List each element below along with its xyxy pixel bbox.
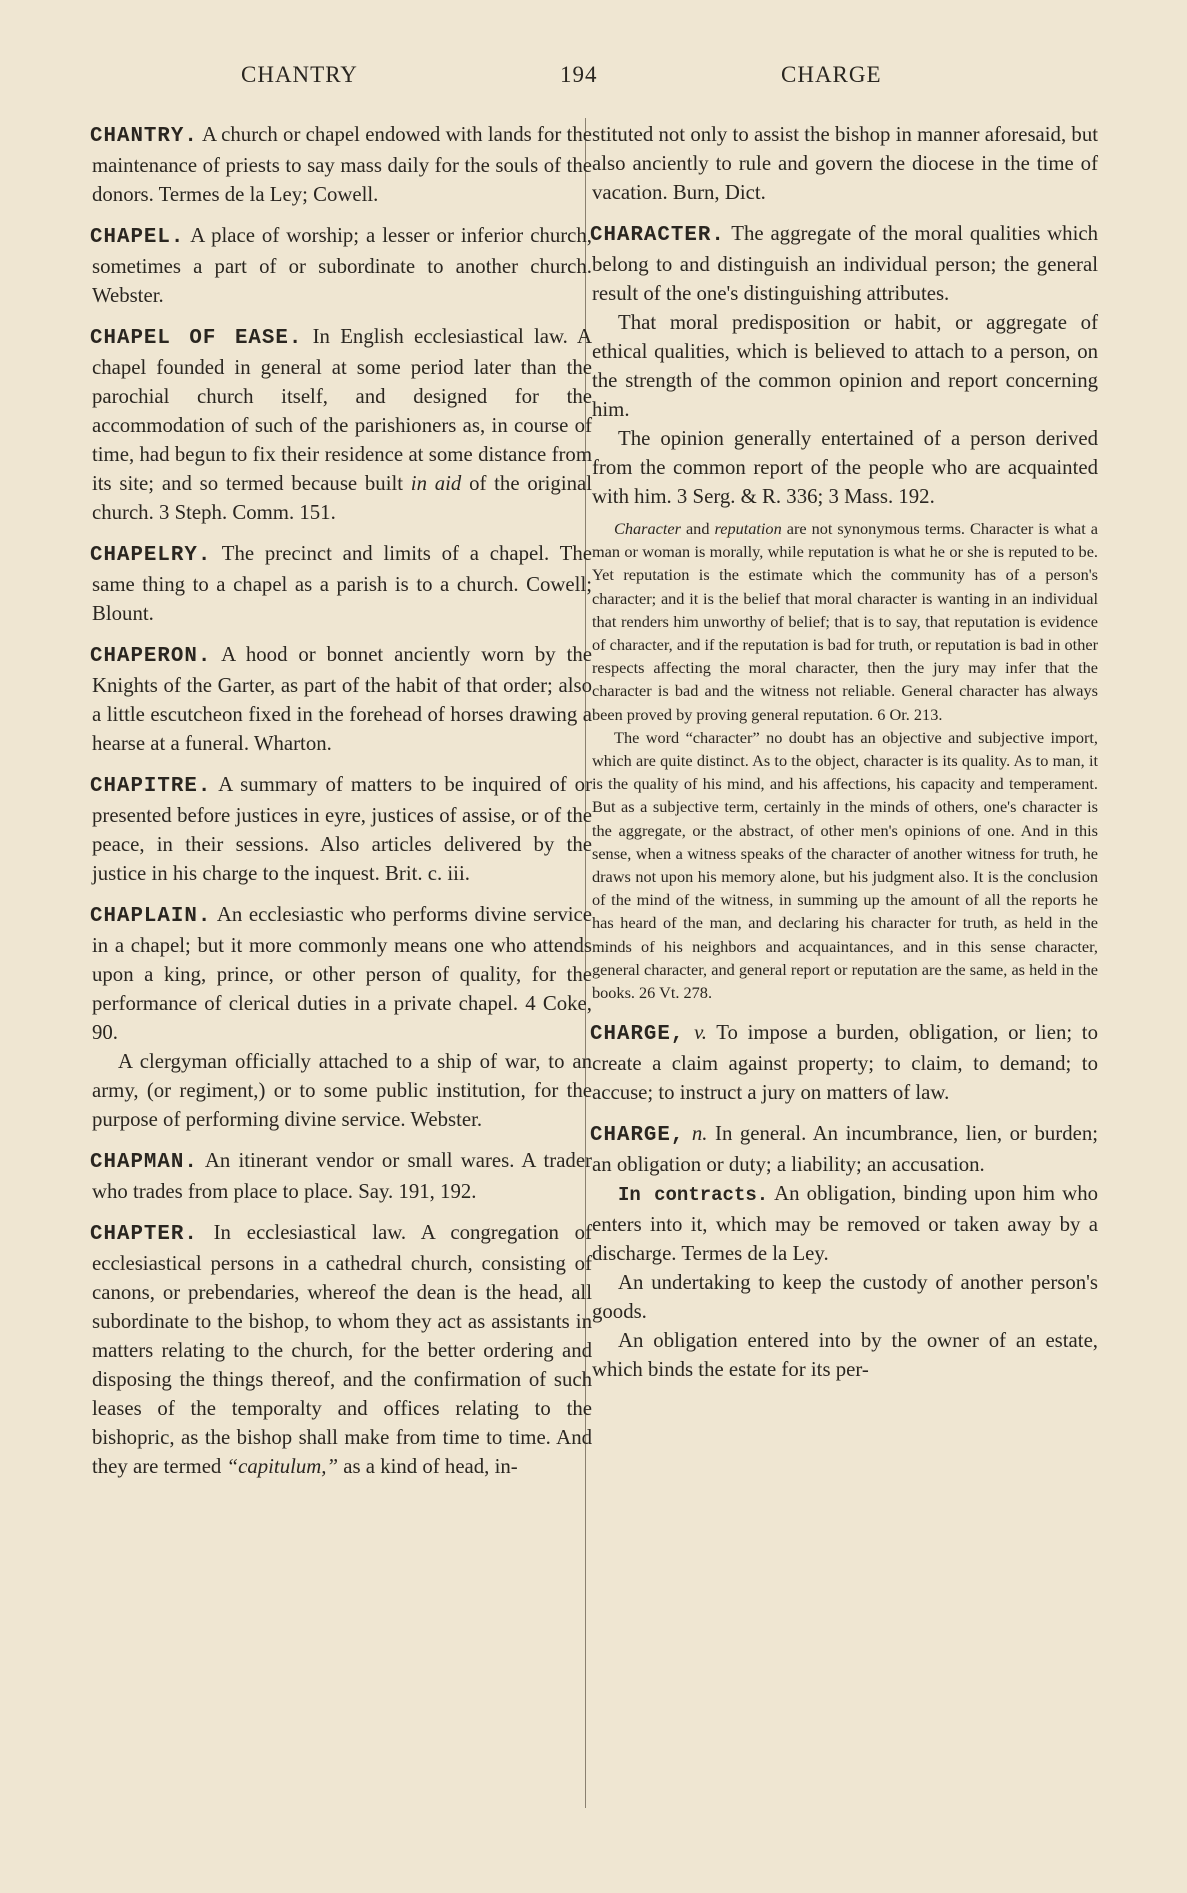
note-text: are not synonymous terms. Character is what a man or woman is morally, while reputation is what he or she is reputed to be. Yet reputation is the estimate which the community has of a person's character; and it is the belief that moral character is wanting in an individual that renders him unworthy of belief; that is to say, that reputation is evidence of character, and if the reputation is bad for truth, or reputation is bad in other respects affecting the moral character, then the jury may infer that the character is bad and the witness not reliable. General character has always been proved by proving general reputation. 6 Or. 213. (592, 519, 1099, 724)
right-column (592, 120, 1098, 1384)
entry-chaperon (92, 640, 592, 758)
entry-chapel (92, 221, 592, 310)
headword: CHARACTER. (590, 224, 725, 247)
definition: A summary of matters to be inquired of or presented before justices in eyre, justices of assise, or of the peace, in their sessions. Also articles delivered by the justice in his charge to the inquest. Brit. c. iii. (92, 773, 592, 885)
definition: An ecclesiastic who performs divine service in a chapel; but it more commonly means one who attends upon a king, prince, or other person of quality, for the performance of clerical duties in a private chapel. 4 Coke, 90. (92, 903, 592, 1044)
entry-character (592, 219, 1098, 308)
definition: In English ecclesiastical law. A chapel founded in general at some period later than the parochial church itself, and designed for the accommodation of such of the parishioners as, in course of time, had begun to fix their residence at some distance from its site; and so termed because built (92, 325, 593, 495)
headword: CHAPMAN. (90, 1151, 198, 1174)
entry-chapel-of-ease (92, 322, 592, 527)
charge-paragraph-4: An obligation entered into by the owner of an estate, which binds the estate for its per- (592, 1329, 1098, 1382)
header-left-guide-word: CHANTRY (241, 62, 358, 87)
character-paragraph-2: That moral predisposition or habit, or aggregate of ethical qualities, which is believed to attach to a person, on the strength of the common opinion and report concerning him. (592, 311, 1098, 421)
chapter-continuation: stituted not only to assist the bishop in manner aforesaid, but also anciently to rule and govern the diocese in the time of vacation. Burn, Dict. (592, 123, 1098, 204)
headword: CHARGE, (590, 1023, 685, 1047)
definition: The aggregate of the moral qualities which belong to and distinguish an individual person; the general result of the one's distinguishing attributes. (592, 222, 1098, 305)
subheading: In contracts. (618, 1184, 769, 1207)
part-of-speech: n. (691, 1122, 708, 1146)
italic-term: reputation (714, 519, 782, 538)
chaplain-paragraph: A clergyman officially attached to a ship of war, to an army, (or regiment,) or to some public institution, for the purpose of performing divine service. Webster. (92, 1050, 592, 1131)
definition: In ecclesiastical law. A congregation of ecclesiastical persons in a cathedral church, consisting of canons, or prebendaries, whereof the dean is the head, all subordinate to the bishop, to whom they act as assistants in matters relating to the church, for the better ordering and disposing the things thereof, and the confirmation of such leases of the temporalty and offices relating to the bishopric, as the bishop shall make from time to time. And they are termed (92, 1221, 593, 1478)
entry-charge-verb (592, 1018, 1098, 1107)
definition: A place of worship; a lesser or inferior church, sometimes a part of or subordinate to another church. Webster. (92, 224, 592, 307)
charge-paragraph-3: An undertaking to keep the custody of another person's goods. (592, 1271, 1098, 1324)
entry-chantry (92, 120, 592, 209)
page-number: 194 (560, 62, 598, 87)
character-note (592, 517, 1098, 1004)
running-header (0, 62, 1187, 98)
entry-chaplain (92, 900, 592, 1047)
definition: An itinerant vendor or small wares. A trader who trades from place to place. Say. 191, 192. (92, 1149, 592, 1203)
note-paragraph-1 (592, 517, 1098, 726)
definition-cont: as a kind of head, in- (343, 1455, 518, 1478)
charge-contracts (592, 1179, 1098, 1268)
italic-term: in aid (410, 472, 462, 495)
headword: CHAPTER. (90, 1223, 198, 1246)
entry-chapman (92, 1146, 592, 1206)
definition: A hood or bonnet anciently worn by the Knights of the Garter, as part of the habit of that order; also a little escutcheon fixed in the forehead of horses drawing a hearse at a funeral. Wharton. (92, 643, 592, 755)
entry-chapter (92, 1218, 592, 1481)
definition: The precinct and limits of a chapel. The same thing to a chapel as a parish is to a church. Cowell; Blount. (92, 542, 592, 625)
definition: To impose a burden, obligation, or lien; to create a claim against property; to claim, to demand; to accuse; to instruct a jury on matters of law. (592, 1021, 1098, 1105)
left-column (92, 120, 592, 1481)
headword: CHAPEL OF EASE. (90, 327, 303, 350)
headword: CHARGE, (590, 1124, 685, 1148)
italic-term: “capitulum,” (226, 1455, 339, 1478)
entry-chapelry (92, 539, 592, 628)
headword: CHANTRY. (90, 125, 198, 148)
definition: In general. An incumbrance, lien, or burden; an obligation or duty; a liability; an accusation. (592, 1122, 1099, 1177)
note-conjunction: and (685, 519, 710, 538)
part-of-speech: v. (694, 1021, 707, 1045)
header-right-guide-word: CHARGE (781, 62, 882, 87)
headword: CHAPLAIN. (90, 905, 212, 928)
definition-cont: of the original church. 3 Steph. Comm. 151. (92, 472, 593, 524)
entry-chapitre (92, 770, 592, 888)
headword: CHAPEL. (90, 226, 185, 249)
note-paragraph-2: The word “character” no doubt has an objective and subjective import, which are quite distinct. As to the object, character is its quality. As to man, it is the quality of his mind, and his affections, his capacity and temperament. But as a subjective term, certainly in the minds of others, one's character is the aggregate, or the abstract, of other men's opinions of one. And in this sense, when a witness speaks of the character of another witness for truth, he draws not upon his memory alone, but his judgment also. It is the conclusion of the mind of the witness, in summing up the amount of all the reports he has heard of the man, and declaring his character for truth, as held in the minds of his neighbors and acquaintances, and in this sense character, general character, and general report or reputation are the same, as held in the books. 26 Vt. 278. (592, 727, 1098, 1003)
italic-term: Character (614, 519, 681, 538)
headword: CHAPERON. (90, 645, 212, 668)
headword: CHAPELRY. (90, 544, 212, 567)
entry-charge-noun (592, 1119, 1098, 1179)
definition: A church or chapel endowed with lands for the maintenance of priests to say mass daily for the souls of the donors. Termes de la Ley; Cowell. (92, 123, 592, 206)
character-paragraph-3: The opinion generally entertained of a person derived from the common report of the people who are acquainted with him. 3 Serg. & R. 336; 3 Mass. 192. (592, 427, 1098, 508)
headword: CHAPITRE. (90, 775, 212, 798)
definition: An obligation, binding upon him who enters into it, which may be removed or taken away by a discharge. Termes de la Ley. (592, 1182, 1098, 1266)
